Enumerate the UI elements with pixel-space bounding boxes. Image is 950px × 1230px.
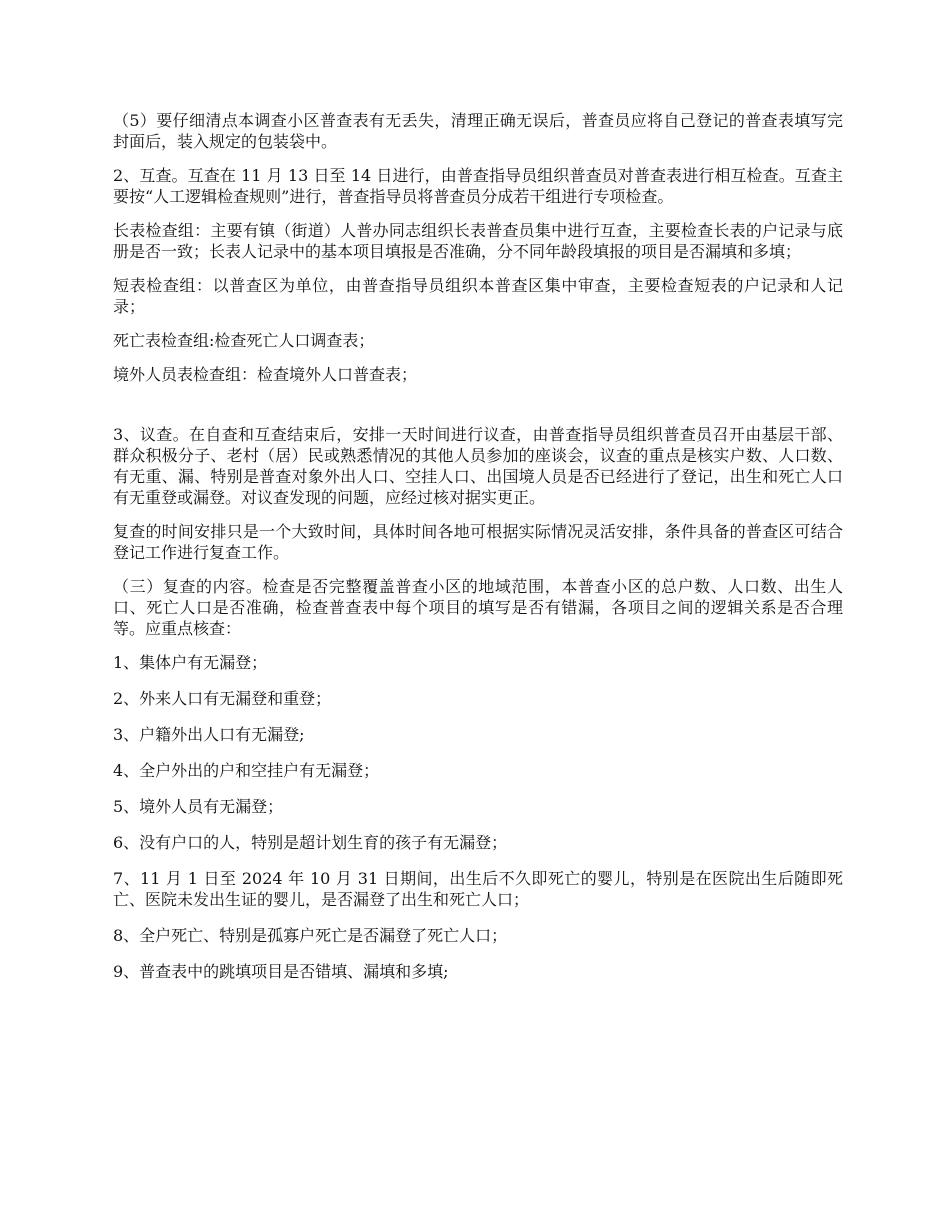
list-item: 7、11 月 1 日至 2024 年 10 月 31 日期间，出生后不久即死亡的婴儿，特别是在医院出生后随即死亡、医院未发出生证的婴儿，是否漏登了出生和死亡人口； [113,869,843,909]
list-item: 4、全户外出的户和空挂户有无漏登； [113,761,380,780]
list-item: 9、普查表中的跳填项目是否错填、漏填和多填; [113,962,449,981]
paragraph: 长表检查组：主要有镇（街道）人普办同志组织长表普查员集中进行互查，主要检查长表的户记录与底册是否一致；长表人记录中的基本项目填报是否准确，分不同年龄段填报的项目是否漏填和多填； [113,221,843,261]
list-item: 3、户籍外出人口有无漏登; [113,725,305,744]
paragraph: 2、互查。互查在 11 月 13 日至 14 日进行，由普查指导员组织普查员对普查表进行相互检查。互查主要按“人工逻辑检查规则”进行，普查指导员将普查员分成若干组进行专项检查。 [113,166,843,206]
list-item: 1、集体户有无漏登； [113,653,268,672]
paragraph: 死亡表检查组:检查死亡人口调查表； [113,331,375,350]
section-spacer [113,398,843,424]
list-item: 2、外来人口有无漏登和重登； [113,689,332,708]
paragraph: 3、议查。在自查和互查结束后，安排一天时间进行议查，由普查指导员组织普查员召开由基层干部、群众积极分子、老村（居）民或熟悉情况的其他人员参加的座谈会，议查的重点是核实户数、人口数、有无重、漏、特别是普查对象外出人口、空挂人口、出国境人员是否已经进行了登记，出生和死亡人口有无重登或漏登。对议查发现的问题，应经过核对据实更正。 [113,425,843,507]
list-item: 6、没有户口的人，特别是超计划生育的孩子有无漏登； [113,833,508,852]
paragraph: 复查的时间安排只是一个大致时间，具体时间各地可根据实际情况灵活安排，条件具备的普查区可结合登记工作进行复查工作。 [113,522,843,562]
paragraph: 境外人员表检查组：检查境外人口普查表； [113,365,418,384]
paragraph: （三）复查的内容。检查是否完整覆盖普查小区的地域范围，本普查小区的总户数、人口数、出生人口、死亡人口是否准确，检查普查表中每个项目的填写是否有错漏，各项目之间的逻辑关系是否合理等。应重点核查： [113,577,843,638]
list-item: 8、全户死亡、特别是孤寡户死亡是否漏登了死亡人口； [113,926,508,945]
list-item: 5、境外人员有无漏登； [113,797,284,816]
paragraph: 短表检查组：以普查区为单位，由普查指导员组织本普查区集中审查，主要检查短表的户记录和人记录； [113,276,843,316]
checklist [113,652,843,982]
document-body [113,110,843,997]
paragraph: （5）要仔细清点本调查小区普查表有无丢失，清理正确无误后，普查员应将自己登记的普查表填写完封面后，装入规定的包装袋中。 [113,111,843,151]
